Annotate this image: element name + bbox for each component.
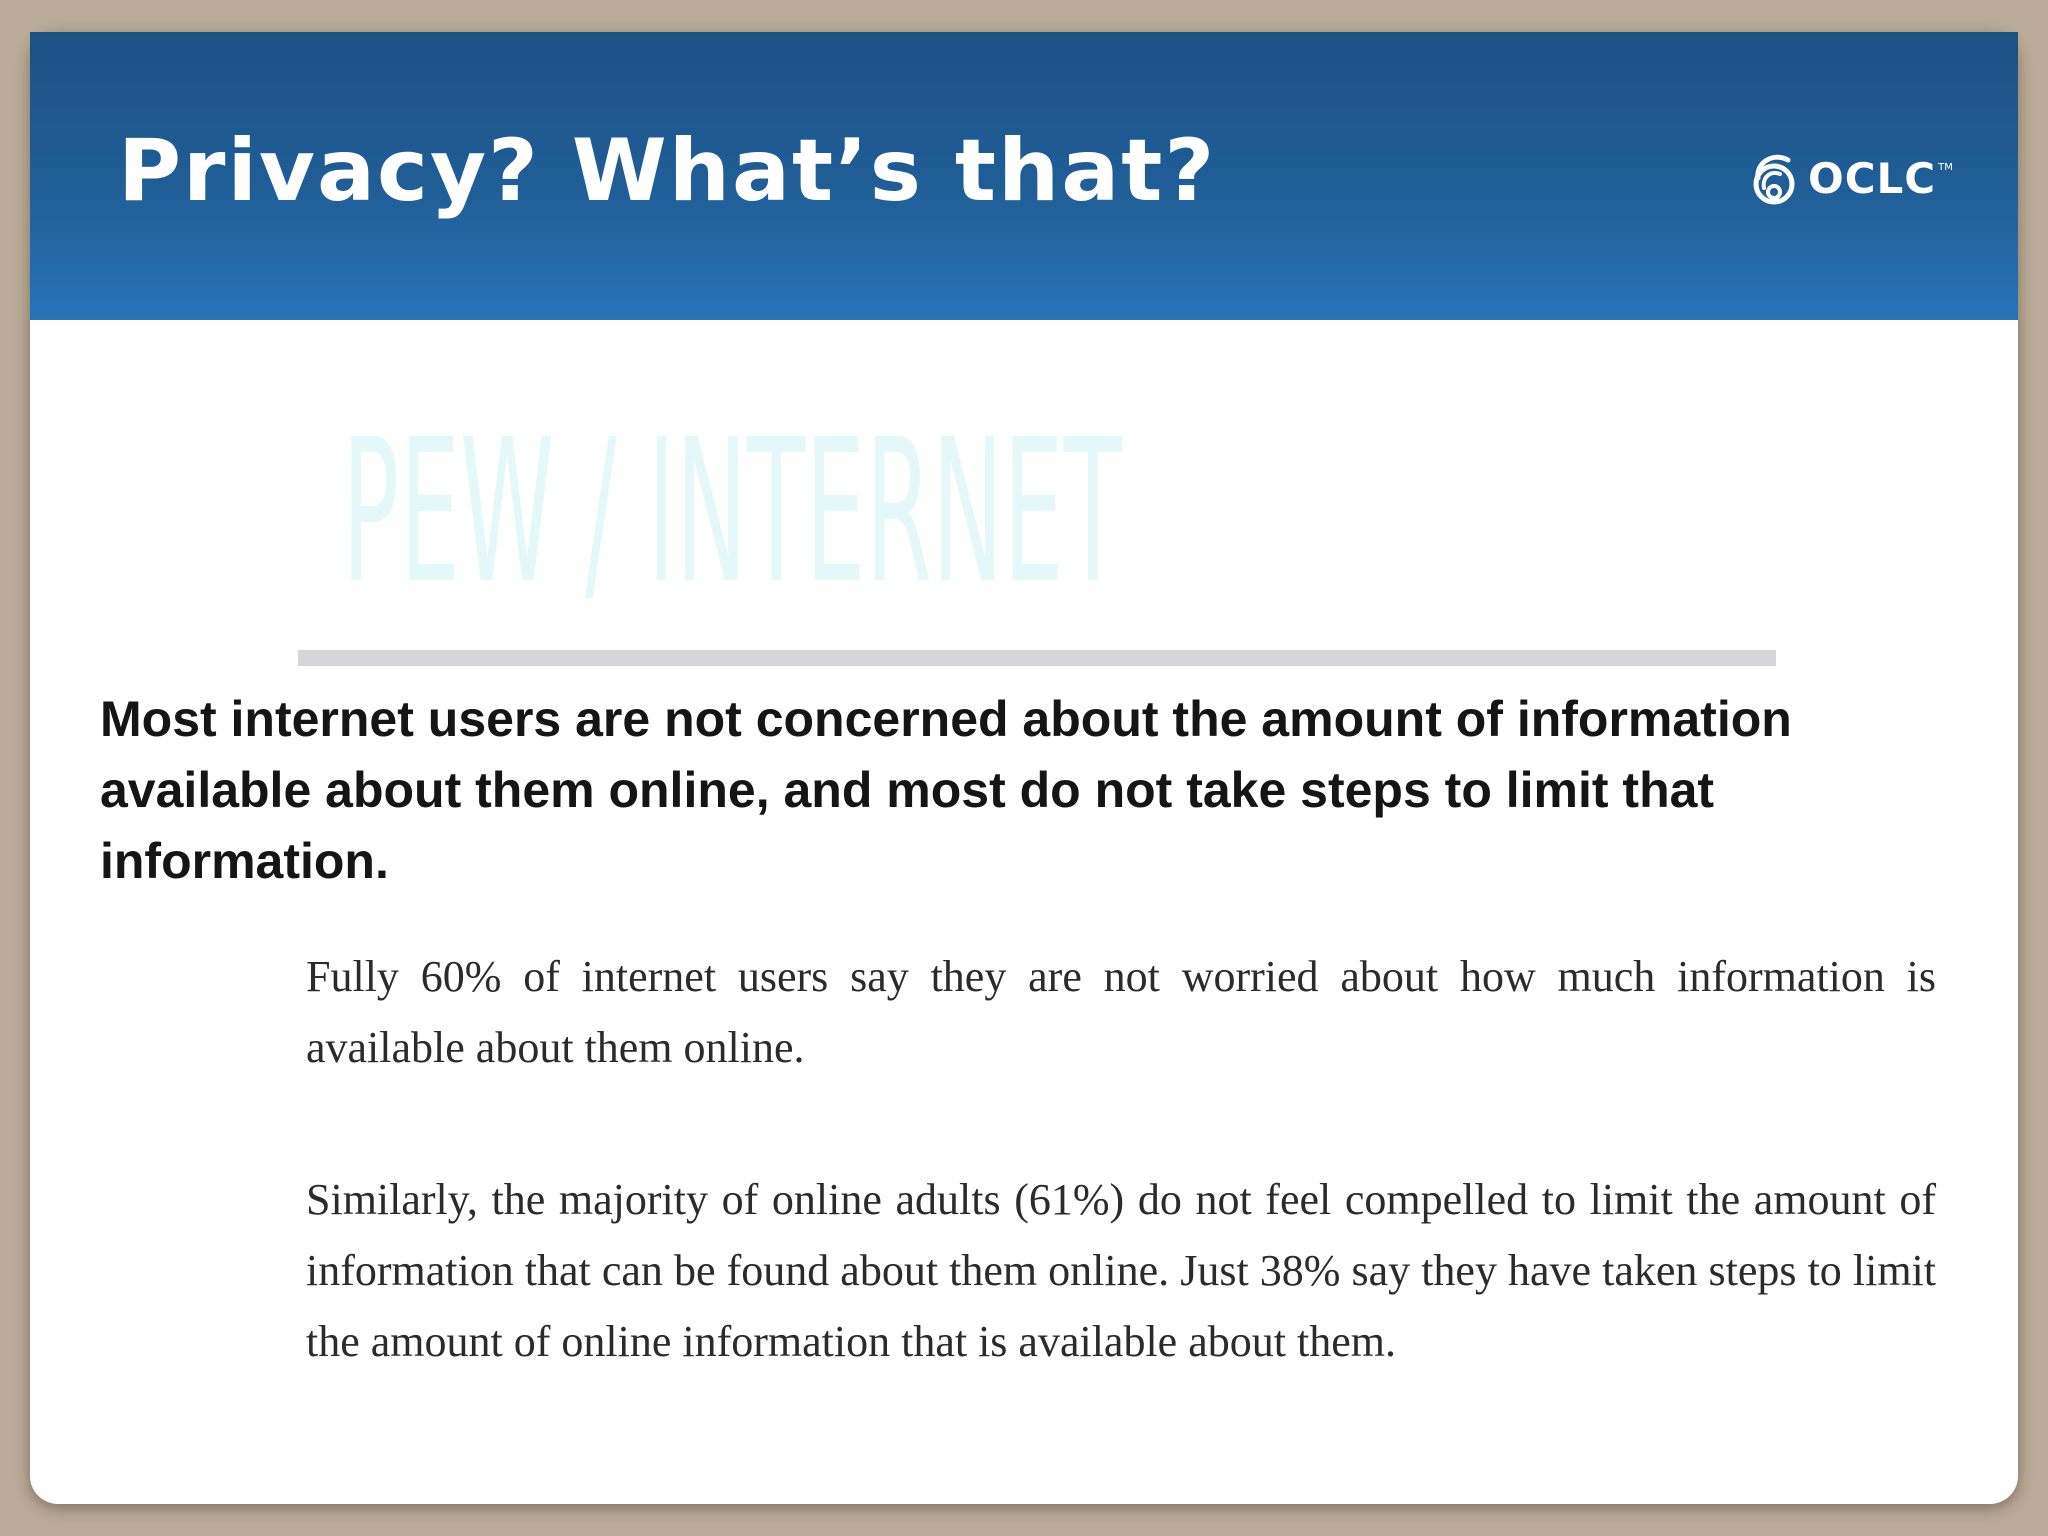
- paragraph-1: Fully 60% of internet users say they are not worried about how much information is available about them online.: [306, 952, 1936, 1072]
- slide: [30, 32, 2018, 1504]
- paragraph-2: Similarly, the majority of online adults (61%) do not feel compelled to limit the amount of information that can be found about them online. Just 38% say they have taken steps to limit the amount of online information that is available about them.: [306, 1175, 1936, 1366]
- headline-text: Most internet users are not concerned about the amount of information available about them online, and most do not take steps to limit that information.: [100, 691, 1792, 889]
- slide-header: [30, 32, 2018, 320]
- divider-rule: [298, 650, 1776, 666]
- watermark-text: PEW / INTERNET: [342, 396, 1123, 627]
- logo-wordmark: OCLC: [1808, 153, 1937, 203]
- oclc-logo: [1744, 146, 1953, 210]
- logo-trademark: TM: [1938, 162, 1953, 173]
- pew-internet-watermark: [342, 392, 1142, 642]
- oclc-swirl-icon: [1744, 148, 1800, 208]
- slide-title: Privacy? What’s that?: [118, 121, 1217, 221]
